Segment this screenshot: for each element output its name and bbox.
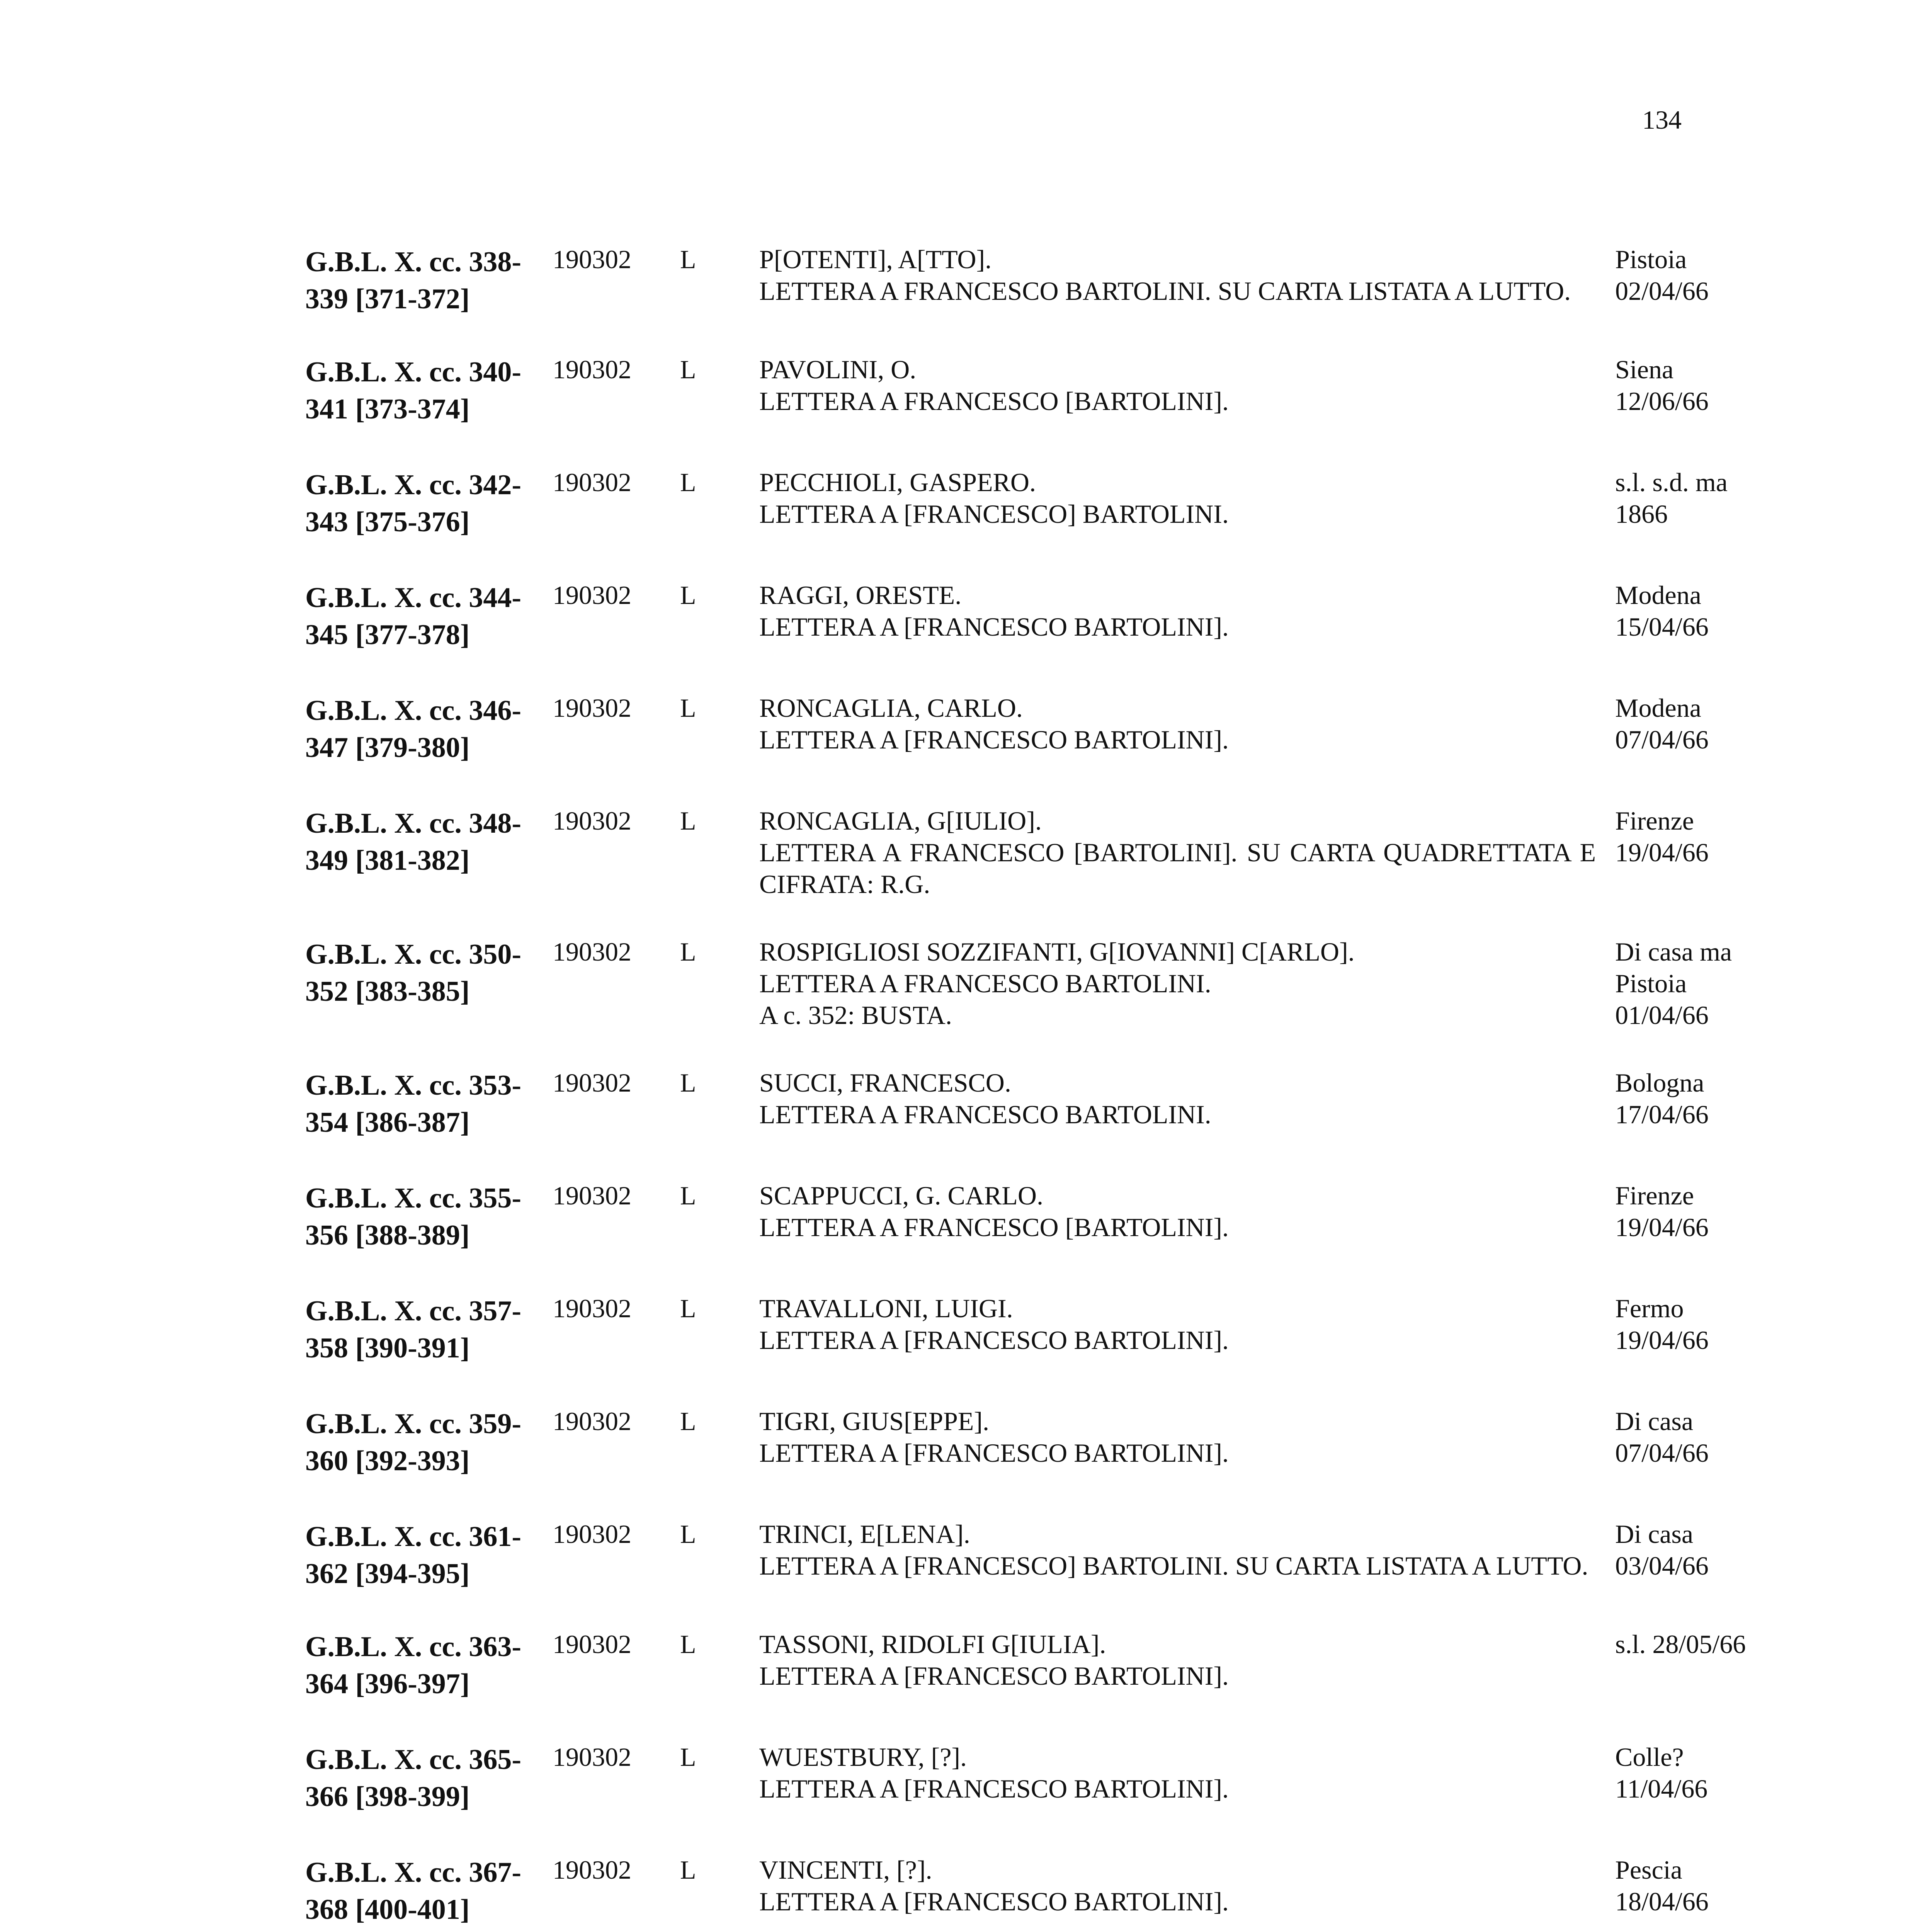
catalog-entry xyxy=(305,805,1804,900)
place-date xyxy=(1596,1180,1804,1243)
description xyxy=(759,805,1596,900)
description xyxy=(759,243,1596,307)
date: 19/04/66 xyxy=(1615,838,1709,867)
catalog-entry xyxy=(305,692,1804,766)
date: 17/04/66 xyxy=(1615,1100,1709,1129)
item-type: L xyxy=(680,468,696,497)
place: s.l. 28/05/66 xyxy=(1615,1629,1746,1659)
date: 01/04/66 xyxy=(1615,1000,1709,1030)
shelfmark: G.B.L. X. cc. 344-345 [377-378] xyxy=(305,582,522,651)
description xyxy=(759,579,1596,643)
place-date xyxy=(1596,1067,1804,1130)
item-code: 190302 xyxy=(553,245,631,274)
place: Pistoia xyxy=(1615,245,1687,274)
description xyxy=(759,1405,1596,1469)
place-date xyxy=(1596,354,1804,417)
shelfmark: G.B.L. X. cc. 355-356 [388-389] xyxy=(305,1182,522,1251)
date: 12/06/66 xyxy=(1615,386,1709,416)
author: TASSONI, RIDOLFI G[IULIA]. xyxy=(759,1629,1106,1659)
letter-description: LETTERA A FRANCESCO [BARTOLINI]. xyxy=(759,386,1229,416)
place: Pescia xyxy=(1615,1855,1682,1884)
author: SUCCI, FRANCESCO. xyxy=(759,1068,1011,1097)
author: TIGRI, GIUS[EPPE]. xyxy=(759,1406,989,1436)
catalog-entry xyxy=(305,466,1804,541)
item-code: 190302 xyxy=(553,937,631,966)
item-type: L xyxy=(680,1519,696,1549)
letter-description: LETTERA A [FRANCESCO BARTOLINI]. xyxy=(759,1887,1229,1916)
author: WUESTBURY, [?]. xyxy=(759,1742,967,1772)
item-code: 190302 xyxy=(553,1068,631,1097)
letter-description: LETTERA A [FRANCESCO BARTOLINI]. xyxy=(759,1661,1229,1690)
place-date xyxy=(1596,1293,1804,1356)
catalog-entry xyxy=(305,1293,1804,1367)
date: 19/04/66 xyxy=(1615,1325,1709,1355)
catalog-entry xyxy=(305,936,1804,1031)
place-date xyxy=(1596,243,1804,307)
catalog-entry xyxy=(305,1405,1804,1480)
place-date xyxy=(1596,466,1804,530)
description xyxy=(759,936,1596,1031)
item-type: L xyxy=(680,245,696,274)
item-code: 190302 xyxy=(553,806,631,835)
letter-description: LETTERA A FRANCESCO [BARTOLINI]. SU CARTA QUADRETTATA E CIFRATA: R.G. xyxy=(759,838,1596,899)
shelfmark: G.B.L. X. cc. 340-341 [373-374] xyxy=(305,356,522,425)
author: SCAPPUCCI, G. CARLO. xyxy=(759,1181,1043,1210)
catalog-entry xyxy=(305,1067,1804,1141)
place: Modena xyxy=(1615,580,1701,610)
item-code: 190302 xyxy=(553,1181,631,1210)
author: PAVOLINI, O. xyxy=(759,355,917,384)
letter-description: LETTERA A [FRANCESCO BARTOLINI]. xyxy=(759,725,1229,754)
description xyxy=(759,466,1596,530)
place: Di casa ma xyxy=(1615,937,1732,966)
item-code: 190302 xyxy=(553,468,631,497)
author: RAGGI, ORESTE. xyxy=(759,580,962,610)
shelfmark: G.B.L. X. cc. 350-352 [383-385] xyxy=(305,939,522,1007)
date: 19/04/66 xyxy=(1615,1213,1709,1242)
item-type: L xyxy=(680,1855,696,1884)
date: 07/04/66 xyxy=(1615,1438,1709,1468)
shelfmark: G.B.L. X. cc. 367-368 [400-401] xyxy=(305,1857,522,1925)
author: VINCENTI, [?]. xyxy=(759,1855,932,1884)
author: RONCAGLIA, CARLO. xyxy=(759,693,1023,723)
item-type: L xyxy=(680,937,696,966)
item-type: L xyxy=(680,1406,696,1436)
catalog-entry xyxy=(305,1854,1804,1928)
date: 07/04/66 xyxy=(1615,725,1709,754)
author: TRINCI, E[LENA]. xyxy=(759,1519,970,1549)
place: Di casa xyxy=(1615,1519,1694,1549)
item-type: L xyxy=(680,580,696,610)
place: Firenze xyxy=(1615,806,1694,835)
place-date xyxy=(1596,936,1804,1031)
item-code: 190302 xyxy=(553,580,631,610)
shelfmark: G.B.L. X. cc. 338-339 [371-372] xyxy=(305,246,522,315)
item-code: 190302 xyxy=(553,693,631,723)
letter-description: LETTERA A [FRANCESCO] BARTOLINI. SU CARTA LISTATA A LUTTO. xyxy=(759,1551,1588,1580)
item-code: 190302 xyxy=(553,1294,631,1323)
place-date xyxy=(1596,1741,1804,1804)
author: P[OTENTI], A[TTO]. xyxy=(759,245,992,274)
author: ROSPIGLIOSI SOZZIFANTI, G[IOVANNI] C[ARLO]. xyxy=(759,937,1355,966)
place: Siena xyxy=(1615,355,1674,384)
place: Bologna xyxy=(1615,1068,1704,1097)
item-type: L xyxy=(680,806,696,835)
letter-description: LETTERA A FRANCESCO BARTOLINI. SU CARTA LISTATA A LUTTO. xyxy=(759,276,1571,306)
catalog-entry xyxy=(305,354,1804,428)
author: PECCHIOLI, GASPERO. xyxy=(759,468,1036,497)
place: Modena xyxy=(1615,693,1701,723)
shelfmark: G.B.L. X. cc. 361-362 [394-395] xyxy=(305,1521,522,1590)
letter-description: LETTERA A [FRANCESCO BARTOLINI]. xyxy=(759,1438,1229,1468)
shelfmark: G.B.L. X. cc. 357-358 [390-391] xyxy=(305,1295,522,1364)
description xyxy=(759,1518,1596,1582)
date: 03/04/66 xyxy=(1615,1551,1709,1580)
place: Firenze xyxy=(1615,1181,1694,1210)
place-date xyxy=(1596,692,1804,755)
date: 1866 xyxy=(1615,499,1668,529)
letter-description: LETTERA A FRANCESCO [BARTOLINI]. xyxy=(759,1213,1229,1242)
catalog-entry xyxy=(305,1741,1804,1815)
author: RONCAGLIA, G[IULIO]. xyxy=(759,806,1042,835)
place-date xyxy=(1596,1628,1804,1660)
shelfmark: G.B.L. X. cc. 346-347 [379-380] xyxy=(305,695,522,764)
item-type: L xyxy=(680,693,696,723)
shelfmark: G.B.L. X. cc. 365-366 [398-399] xyxy=(305,1744,522,1813)
place-date xyxy=(1596,1854,1804,1917)
item-code: 190302 xyxy=(553,1742,631,1772)
letter-description: LETTERA A [FRANCESCO BARTOLINI]. xyxy=(759,1325,1229,1355)
item-code: 190302 xyxy=(553,355,631,384)
place: s.l. s.d. ma xyxy=(1615,468,1728,497)
description xyxy=(759,1741,1596,1804)
date: 02/04/66 xyxy=(1615,276,1709,306)
description xyxy=(759,1067,1596,1130)
letter-description: LETTERA A FRANCESCO BARTOLINI. xyxy=(759,1100,1211,1129)
description xyxy=(759,1854,1596,1917)
catalog-table xyxy=(305,243,1804,1932)
date: 11/04/66 xyxy=(1615,1774,1708,1803)
place-date xyxy=(1596,579,1804,643)
item-type: L xyxy=(680,1294,696,1323)
description xyxy=(759,354,1596,417)
item-type: L xyxy=(680,1068,696,1097)
description xyxy=(759,692,1596,755)
letter-description: LETTERA A [FRANCESCO BARTOLINI]. xyxy=(759,1774,1229,1803)
item-type: L xyxy=(680,1629,696,1659)
shelfmark: G.B.L. X. cc. 359-360 [392-393] xyxy=(305,1408,522,1477)
description xyxy=(759,1628,1596,1692)
place: Colle? xyxy=(1615,1742,1684,1772)
item-code: 190302 xyxy=(553,1855,631,1884)
item-type: L xyxy=(680,1181,696,1210)
date: 18/04/66 xyxy=(1615,1887,1709,1916)
place-date xyxy=(1596,805,1804,868)
item-code: 190302 xyxy=(553,1406,631,1436)
place: Di casa xyxy=(1615,1406,1694,1436)
shelfmark: G.B.L. X. cc. 353-354 [386-387] xyxy=(305,1070,522,1138)
date: 15/04/66 xyxy=(1615,612,1709,641)
catalog-entry xyxy=(305,243,1804,318)
page-number: 134 xyxy=(1642,105,1682,134)
place: Fermo xyxy=(1615,1294,1684,1323)
description xyxy=(759,1180,1596,1243)
item-type: L xyxy=(680,355,696,384)
place-date xyxy=(1596,1405,1804,1469)
letter-description: LETTERA A FRANCESCO BARTOLINI. xyxy=(759,969,1211,998)
note: A c. 352: BUSTA. xyxy=(759,1000,952,1030)
catalog-entry xyxy=(305,579,1804,653)
place-date xyxy=(1596,1518,1804,1582)
shelfmark: G.B.L. X. cc. 363-364 [396-397] xyxy=(305,1631,522,1700)
item-code: 190302 xyxy=(553,1629,631,1659)
catalog-entry xyxy=(305,1180,1804,1254)
letter-description: LETTERA A [FRANCESCO] BARTOLINI. xyxy=(759,499,1229,529)
letter-description: LETTERA A [FRANCESCO BARTOLINI]. xyxy=(759,612,1229,641)
place-continued: Pistoia xyxy=(1615,969,1687,998)
shelfmark: G.B.L. X. cc. 348-349 [381-382] xyxy=(305,808,522,876)
author: TRAVALLONI, LUIGI. xyxy=(759,1294,1013,1323)
catalog-entry xyxy=(305,1628,1804,1702)
item-type: L xyxy=(680,1742,696,1772)
catalog-entry xyxy=(305,1518,1804,1592)
shelfmark: G.B.L. X. cc. 342-343 [375-376] xyxy=(305,469,522,538)
description xyxy=(759,1293,1596,1356)
item-code: 190302 xyxy=(553,1519,631,1549)
